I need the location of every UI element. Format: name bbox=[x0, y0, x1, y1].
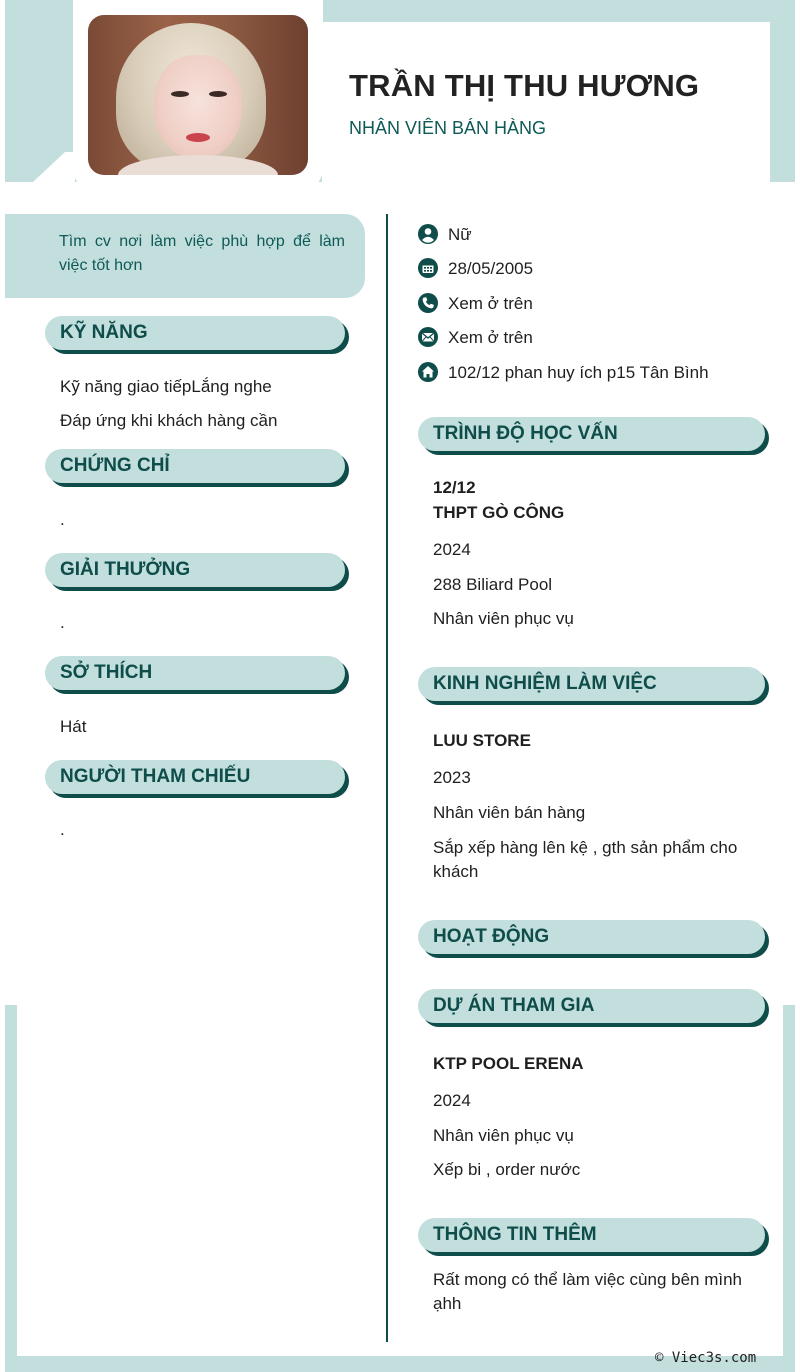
gender-value: Nữ bbox=[448, 225, 472, 244]
projects-header bbox=[418, 989, 765, 1023]
mail-icon bbox=[418, 327, 438, 347]
project-description: Xếp bi , order nước bbox=[433, 1160, 581, 1179]
awards-content: . bbox=[60, 613, 65, 632]
skill-item: Kỹ năng giao tiếpLắng nghe bbox=[60, 377, 272, 396]
hobbies-header bbox=[45, 656, 345, 690]
calendar-icon bbox=[418, 258, 438, 278]
hobbies-title: SỞ THÍCH bbox=[60, 662, 153, 683]
experience-description: Sắp xếp hàng lên kệ , gth sản phẩm cho khách bbox=[433, 838, 738, 881]
education-extra: Nhân viên phục vụ bbox=[433, 609, 574, 628]
project-name: KTP POOL ERENA bbox=[433, 1054, 584, 1073]
birthday-value: 28/05/2005 bbox=[448, 259, 534, 278]
frame-right bbox=[783, 1005, 795, 1372]
hobbies-content: Hát bbox=[60, 717, 87, 736]
awards-title: GIẢI THƯỞNG bbox=[60, 559, 191, 580]
activities-title: HOẠT ĐỘNG bbox=[433, 926, 550, 947]
objective-text: Tìm cv nơi làm việc phù hợp để làm việc tốt hơn bbox=[59, 233, 345, 274]
footer-credit[interactable]: © Viec3s.com bbox=[655, 1350, 757, 1366]
awards-header bbox=[45, 553, 345, 587]
project-year: 2024 bbox=[433, 1091, 471, 1110]
certificates-title: CHỨNG CHỈ bbox=[60, 455, 170, 476]
activities-header bbox=[418, 920, 765, 954]
phone-icon bbox=[418, 293, 438, 313]
skills-title: KỸ NĂNG bbox=[60, 322, 148, 343]
education-extra: 288 Biliard Pool bbox=[433, 575, 553, 594]
project-role: Nhân viên phục vụ bbox=[433, 1126, 574, 1145]
avatar-photo bbox=[88, 15, 308, 175]
projects-title: DỰ ÁN THAM GIA bbox=[433, 995, 595, 1016]
certificates-header bbox=[45, 449, 345, 483]
education-title: TRÌNH ĐỘ HỌC VẤN bbox=[433, 423, 618, 444]
objective-box bbox=[5, 214, 365, 298]
additional-content: Rất mong có thể làm việc cùng bên mình ạhh bbox=[433, 1270, 742, 1313]
phone-value: Xem ở trên bbox=[448, 294, 533, 313]
experience-company: LUU STORE bbox=[433, 731, 531, 750]
person-icon bbox=[418, 224, 438, 244]
email-value: Xem ở trên bbox=[448, 328, 533, 347]
experience-year: 2023 bbox=[433, 768, 471, 787]
education-grade: 12/12 bbox=[433, 478, 476, 497]
references-title: NGƯỜI THAM CHIẾU bbox=[60, 766, 251, 787]
candidate-name: TRẦN THỊ THU HƯƠNG bbox=[349, 68, 700, 103]
education-year: 2024 bbox=[433, 540, 471, 559]
additional-title: THÔNG TIN THÊM bbox=[433, 1224, 597, 1245]
additional-header bbox=[418, 1218, 765, 1252]
frame-left bbox=[5, 1005, 17, 1372]
education-header bbox=[418, 417, 765, 451]
experience-header bbox=[418, 667, 765, 701]
education-school: THPT GÒ CÔNG bbox=[433, 503, 565, 522]
home-icon bbox=[418, 362, 438, 382]
skills-header bbox=[45, 316, 345, 350]
experience-title: KINH NGHIỆM LÀM VIỆC bbox=[433, 673, 657, 694]
experience-role: Nhân viên bán hàng bbox=[433, 803, 586, 822]
skill-item: Đáp ứng khi khách hàng cần bbox=[60, 411, 278, 430]
references-header bbox=[45, 760, 345, 794]
references-content: . bbox=[60, 820, 65, 839]
address-value: 102/12 phan huy ích p15 Tân Bình bbox=[448, 363, 709, 382]
certificates-content: . bbox=[60, 510, 65, 529]
column-divider bbox=[386, 214, 388, 1342]
candidate-position: NHÂN VIÊN BÁN HÀNG bbox=[349, 118, 547, 138]
